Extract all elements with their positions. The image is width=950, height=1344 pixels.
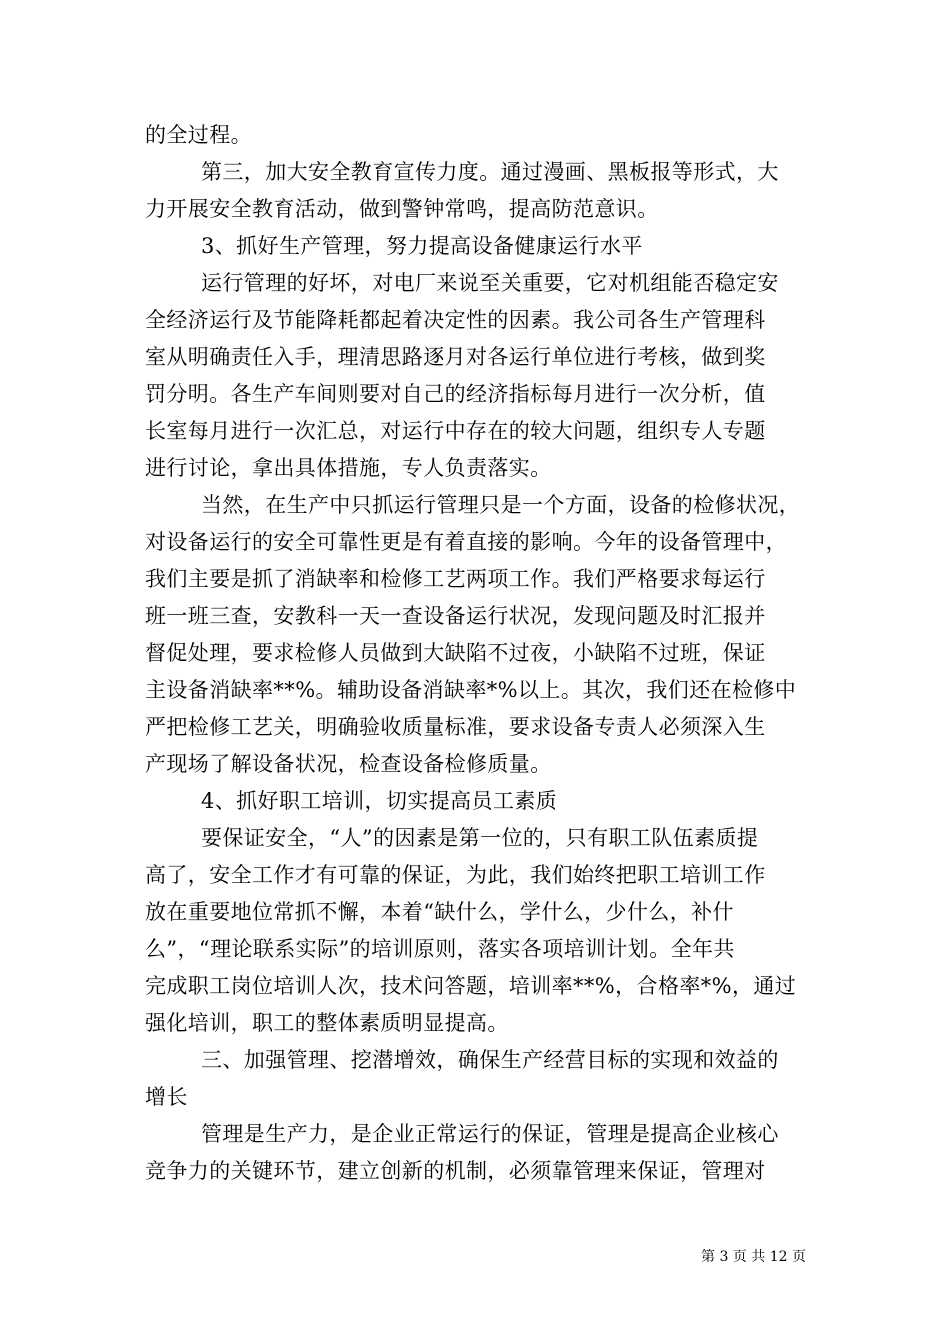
paragraph-line: 第三，加大安全教育宣传力度。通过漫画、黑板报等形式，大: [201, 160, 779, 184]
body-text: [145, 117, 807, 1190]
text-line: 我们主要是抓了消缺率和检修工艺两项工作。我们严格要求每运行: [145, 567, 766, 591]
page-number-footer: 第 3 页 共 12 页: [701, 1249, 806, 1265]
text-line: 罚分明。各生产车间则要对自己的经济指标每月进行一次分析，值: [145, 382, 766, 406]
section-heading: 三、加强管理、挖潜增效，确保生产经营目标的实现和效益的: [201, 1048, 779, 1072]
text-line: 放在重要地位常抓不懈，本着“缺什么，学什么，少什么，补什: [145, 900, 734, 924]
text-line: 严把检修工艺关，明确验收质量标准，要求设备专责人必须深入生: [145, 715, 766, 739]
paragraph-line: 运行管理的好坏，对电厂来说至关重要，它对机组能否稳定安: [201, 271, 779, 295]
text-line: 全经济运行及节能降耗都起着决定性的因素。我公司各生产管理科: [145, 308, 766, 332]
text-line: 班一班三查，安教科一天一查设备运行状况，发现问题及时汇报并: [145, 604, 766, 628]
text-line: 的全过程。: [145, 123, 252, 147]
text-line: 完成职工岗位培训人次，技术问答题，培训率**%，合格率*%，通过: [145, 974, 797, 998]
paragraph-line: 管理是生产力，是企业正常运行的保证，管理是提高企业核心: [201, 1122, 779, 1146]
text-line: 高了，安全工作才有可靠的保证，为此，我们始终把职工培训工作: [145, 863, 766, 887]
section-heading: 3、抓好生产管理，努力提高设备健康运行水平: [201, 234, 643, 258]
text-line: 力开展安全教育活动，做到警钟常鸣，提高防范意识。: [145, 197, 659, 221]
text-line: 么”，“理论联系实际”的培训原则，落实各项培训计划。全年共: [145, 937, 735, 961]
text-line: 增长: [145, 1085, 188, 1109]
text-line: 竞争力的关键环节，建立创新的机制，必须靠管理来保证，管理对: [145, 1159, 766, 1183]
text-line: 长室每月进行一次汇总，对运行中存在的较大问题，组织专人专题: [145, 419, 766, 443]
text-line: 产现场了解设备状况，检查设备检修质量。: [145, 752, 552, 776]
text-line: 进行讨论，拿出具体措施，专人负责落实。: [145, 456, 552, 480]
section-heading: 4、抓好职工培训，切实提高员工素质: [201, 789, 558, 813]
text-line: 对设备运行的安全可靠性更是有着直接的影响。今年的设备管理中，: [145, 530, 787, 554]
paragraph-line: 当然，在生产中只抓运行管理只是一个方面，设备的检修状况，: [201, 493, 801, 517]
text-line: 强化培训，职工的整体素质明显提高。: [145, 1011, 509, 1035]
text-line: 督促处理，要求检修人员做到大缺陷不过夜，小缺陷不过班，保证: [145, 641, 766, 665]
text-line: 主设备消缺率**%。辅助设备消缺率*%以上。其次，我们还在检修中: [145, 678, 797, 702]
text-line: 室从明确责任入手，理清思路逐月对各运行单位进行考核，做到奖: [145, 345, 766, 369]
paragraph-line: 要保证安全，“人”的因素是第一位的，只有职工队伍素质提: [201, 826, 759, 850]
